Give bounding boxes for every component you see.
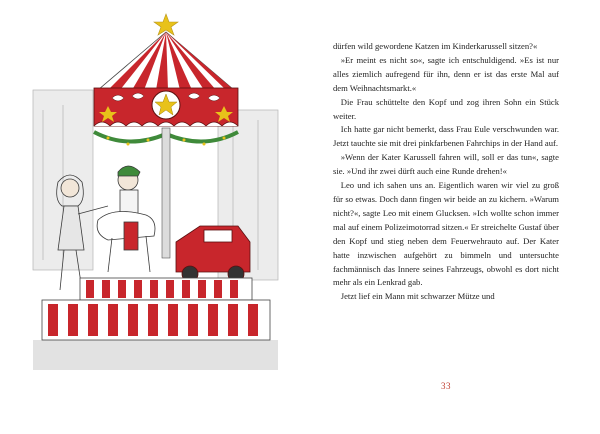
carousel-roof [98, 32, 234, 90]
paragraph: »Wenn der Kater Karussell fahren will, soll er das tun«, sagte sie. »Und ihr zwei dürft auch eine Runde drehen!« [333, 152, 559, 177]
boy-on-horse [97, 166, 155, 272]
paragraph: dürfen wild gewordene Katzen im Kinderkarussell sitzen?« [333, 41, 538, 51]
ground [33, 340, 278, 370]
carousel-platform [42, 278, 270, 340]
paragraph: Jetzt lief ein Mann mit schwarzer Mütze und [340, 291, 495, 302]
red-car [176, 226, 250, 282]
paragraph: Ich hatte gar nicht bemerkt, dass Frau Eule verschwunden war. Jetzt tauchte sie mit drei pinkfarbenen Fahrchips in der Hand auf. [333, 124, 559, 149]
paragraph: Die Frau schüttelte den Kopf und zog ihren Sohn ein Stück weiter. [333, 96, 559, 121]
carousel-pole [162, 128, 170, 258]
page-number: 33 [441, 381, 451, 391]
carousel-crown [94, 88, 238, 126]
paragraph: »Er meint es nicht so«, sagte ich entschuldigend. »Es ist nur alles ziemlich aufregend für ihn, denn er ist das erste Mal auf dem Weihnachtsmarkt.« [333, 54, 559, 93]
text-page [333, 40, 559, 304]
carousel-illustration [28, 10, 283, 370]
paragraph: Leo und ich sahen uns an. Eigentlich waren wir viel zu groß für so etwas. Doch dann fingen wir beide an zu kichern. »Warum nicht?«, sagte Leo mit einem Glucksen. »Ich wollte schon immer mal auf einem Polizeimotorrad sitzen.« Er streichelte Gustaf über den Kopf und stieg neben dem Feuerwehrauto auf. Der Kater hatte inzwischen aufgehört zu bimmeln und untersuchte fachmännisch das Innere seines Fahrzeugs, obwohl es dort nicht mehr als ein Lenkrad gab. [333, 180, 559, 288]
